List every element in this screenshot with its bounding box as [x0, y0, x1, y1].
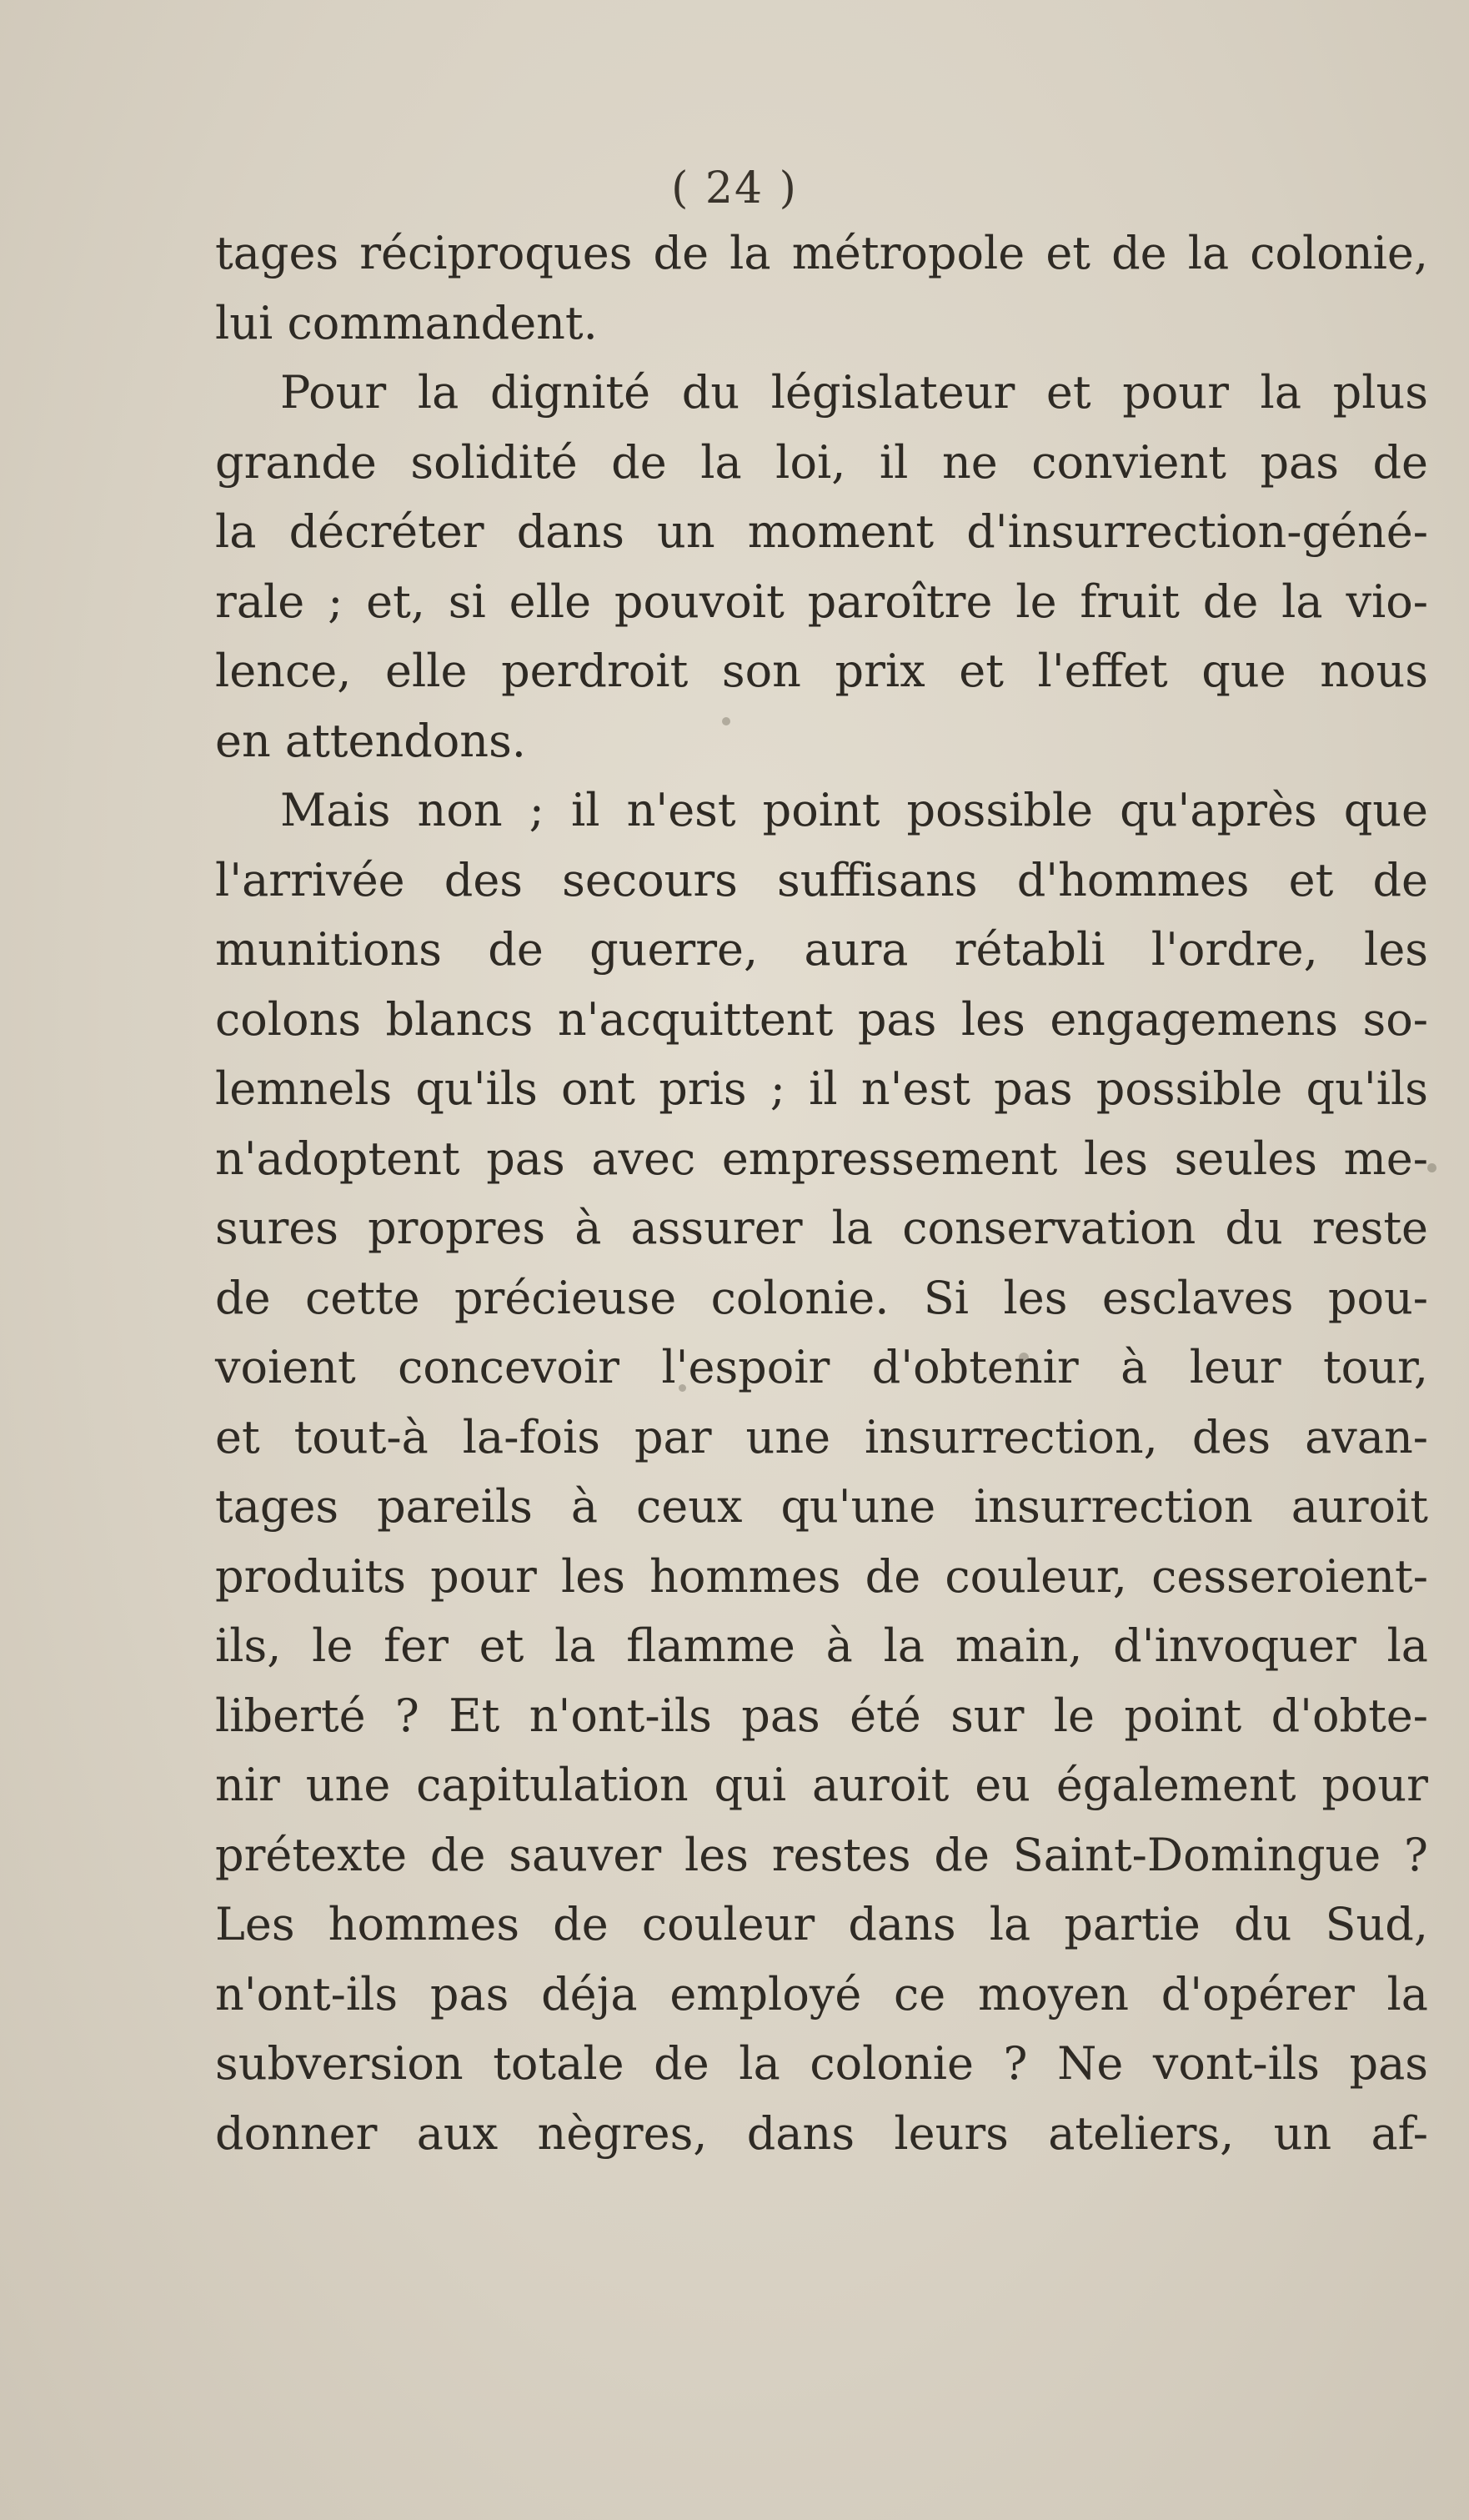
text-line: grande solidité de la loi, il ne convient pas de [215, 435, 1428, 489]
text-line: n'ont-ils pas déja employé ce moyen d'opérer la [215, 1967, 1428, 2021]
text-line: Pour la dignité du législateur et pour la plus [280, 366, 1428, 419]
text-line: lemnels qu'ils ont pris ; il n'est pas possible qu'ils [215, 1062, 1428, 1115]
paper-blemish [679, 1384, 686, 1392]
text-line: donner aux nègres, dans leurs ateliers, un af- [215, 2106, 1428, 2160]
paper-blemish [1019, 1353, 1029, 1363]
text-line: tages pareils à ceux qu'une insurrection auroit [215, 1480, 1428, 1533]
text-line: et tout-à la-fois par une insurrection, des avan- [215, 1410, 1428, 1463]
text-line: en attendons. [215, 714, 526, 767]
text-line: de cette précieuse colonie. Si les esclaves pou- [215, 1271, 1428, 1324]
text-line: voient concevoir l'espoir d'obtenir à leur tour, [215, 1341, 1428, 1393]
text-line: Les hommes de couleur dans la partie du Sud, [215, 1898, 1428, 1950]
text-line: lence, elle perdroit son prix et l'effet que nous [215, 645, 1428, 697]
paper-blemish [722, 717, 730, 725]
text-line: Mais non ; il n'est point possible qu'après que [280, 784, 1428, 836]
text-line: sures propres à assurer la conservation du reste [215, 1202, 1428, 1254]
page-number: ( 24 ) [671, 163, 798, 213]
text-line: ils, le fer et la flamme à la main, d'invoquer la [215, 1619, 1428, 1672]
text-line: munitions de guerre, aura rétabli l'ordre, les [215, 923, 1428, 976]
text-line: nir une capitulation qui auroit eu également pour [215, 1759, 1428, 1811]
text-line: prétexte de sauver les restes de Saint-Domingue ? [215, 1828, 1428, 1881]
paper-blemish [1427, 1163, 1436, 1172]
text-line: lui commandent. [215, 296, 598, 349]
text-line: colons blancs n'acquittent pas les engagemens so- [215, 992, 1428, 1046]
text-line: produits pour les hommes de couleur, cesseroient- [215, 1549, 1428, 1603]
text-line: n'adoptent pas avec empressement les seules me- [215, 1132, 1428, 1185]
text-line: l'arrivée des secours suffisans d'hommes et de [215, 853, 1428, 906]
text-line: liberté ? Et n'ont-ils pas été sur le point d'obte- [215, 1689, 1428, 1742]
text-line: tages réciproques de la métropole et de la colonie, [215, 227, 1428, 279]
body-text [215, 218, 1428, 2168]
text-line: subversion totale de la colonie ? Ne vont-ils pas [215, 2037, 1428, 2090]
text-line: la décréter dans un moment d'insurrection-géné- [215, 505, 1428, 558]
text-line: rale ; et, si elle pouvoit paroître le fruit de la vio- [215, 575, 1428, 628]
